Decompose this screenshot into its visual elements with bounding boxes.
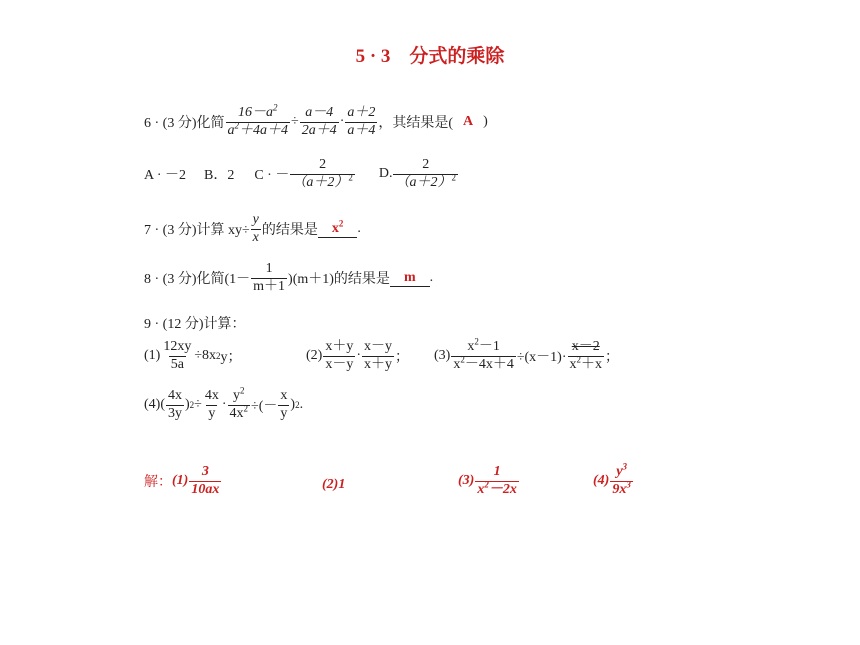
option-d-prefix: D. bbox=[378, 166, 393, 182]
q9-p4-fraction-4: $\frac{x}{y}$ bbox=[280, 388, 288, 421]
q6-prefix: 6 · (3 分)化简 bbox=[144, 116, 225, 132]
q6-options bbox=[144, 158, 459, 190]
q8-prefix: 8 · (3 分)化简(1－ bbox=[144, 272, 251, 288]
solution-1-fraction: $\frac{3}{10ax}$ bbox=[191, 464, 220, 497]
q7-answer: x bbox=[331, 220, 339, 236]
q6-fraction-1: $\frac{16-a^2}{a^2+4a+4}$ bbox=[227, 102, 288, 138]
question-7: 7 · (3 分)计算 xy÷ $\frac{y}{x}$ 的结果是 $x^2$ . bbox=[144, 212, 361, 245]
q9-p4-fraction-3: $\frac{y^2}{4x^2}$ bbox=[229, 385, 249, 421]
option-b: B．2 bbox=[204, 168, 235, 184]
q7-answer-blank: $x^2$ bbox=[318, 221, 358, 238]
q9-p2-fraction-2: $\frac{x-y}{x+y}$ bbox=[364, 339, 392, 372]
q6-fraction-2: $\frac{a-4}{2a+4}$ bbox=[301, 105, 337, 138]
q9-part-4: (4)( $\frac{4x}{3y}$ ) 2 ÷ $\frac{4x}{y}$ · $\frac{y^2}{4x^2}$ ÷(－ $\frac{x}{y}$ ) 2 . bbox=[144, 385, 304, 421]
option-c-prefix: C · － bbox=[254, 168, 290, 184]
q9-p3-fraction-1: $\frac{x^2-1}{x^2-4x+4}$ bbox=[453, 336, 514, 372]
q6-fraction-3: $\frac{a+2}{a+4}$ bbox=[347, 105, 376, 138]
q9-p4-fraction-1: $\frac{4x}{3y}$ bbox=[168, 388, 182, 421]
q6-dot: · bbox=[339, 114, 345, 130]
q9-part-2: (2) $\frac{x+y}{x-y}$ · $\frac{x-y}{x+y}$ ； bbox=[306, 339, 409, 372]
q6-answer: A bbox=[463, 114, 474, 130]
q6-f1-num: 16－a bbox=[238, 105, 273, 120]
q9-p1-fraction: $\frac{12xy}{5a}$ bbox=[163, 339, 192, 372]
solution-2: (2)1 bbox=[322, 477, 346, 492]
q6-divide: ÷ bbox=[291, 114, 299, 130]
q9-p4-fraction-2: $\frac{4x}{y}$ bbox=[204, 388, 219, 421]
option-d-fraction: $\frac{2}{(a+2)^2}$ bbox=[395, 157, 456, 190]
q8-mid: )(m＋1)的结果是 bbox=[288, 272, 390, 288]
q9-part-1: (1) $\frac{12xy}{5a}$ ÷8x 2 y； bbox=[144, 339, 242, 372]
solution-3-fraction: $\frac{1}{x^2-2x}$ bbox=[477, 464, 517, 497]
option-c-fraction: $\frac{2}{(a+2)^2}$ bbox=[292, 157, 353, 190]
solution-3: (3) $\frac{1}{x^2-2x}$ bbox=[458, 464, 517, 497]
q7-mid: 的结果是 bbox=[261, 223, 318, 239]
q7-fraction: $\frac{y}{x}$ bbox=[252, 212, 259, 245]
question-8: 8 · (3 分)化简(1－ $\frac{1}{m+1}$ )(m＋1)的结果是 m . bbox=[144, 261, 434, 294]
q8-fraction: $\frac{1}{m+1}$ bbox=[253, 261, 286, 294]
q8-answer: m bbox=[403, 269, 416, 285]
q8-answer-blank bbox=[390, 270, 430, 287]
q6-suffix: ，其结果是( bbox=[378, 116, 454, 132]
q9-p3-fraction-2: $\frac{x-2}{x^2+x}$ bbox=[569, 339, 602, 372]
question-6: 6 · (3 分)化简 $\frac{16-a^2}{a^2+4a+4}$ ÷ $\frac{a-4}{2a+4}$ · $\frac{a+2}{a+4}$ ，其结果是( A ) bbox=[144, 102, 488, 138]
solution-4: (4) $\frac{y^3}{9x^3}$ bbox=[593, 461, 631, 497]
solution-4-fraction: $\frac{y^3}{9x^3}$ bbox=[612, 461, 631, 497]
q9-part-3: (3) $\frac{x^2-1}{x^2-4x+4}$ ÷(x－1)· $\frac{x-2}{x^2+x}$ ； bbox=[434, 336, 619, 372]
solution-row: 解： (1) $\frac{3}{10ax}$ bbox=[144, 464, 220, 497]
solution-label: 解： bbox=[144, 475, 172, 491]
q9-header: 9 · (12 分)计算： bbox=[144, 317, 246, 332]
option-a: A · －2 bbox=[144, 168, 186, 184]
q7-prefix: 7 · (3 分)计算 xy÷ bbox=[144, 223, 250, 239]
section-title: 5 · 3 分式的乘除 bbox=[355, 46, 505, 67]
q9-p2-fraction-1: $\frac{x+y}{x-y}$ bbox=[325, 339, 354, 372]
